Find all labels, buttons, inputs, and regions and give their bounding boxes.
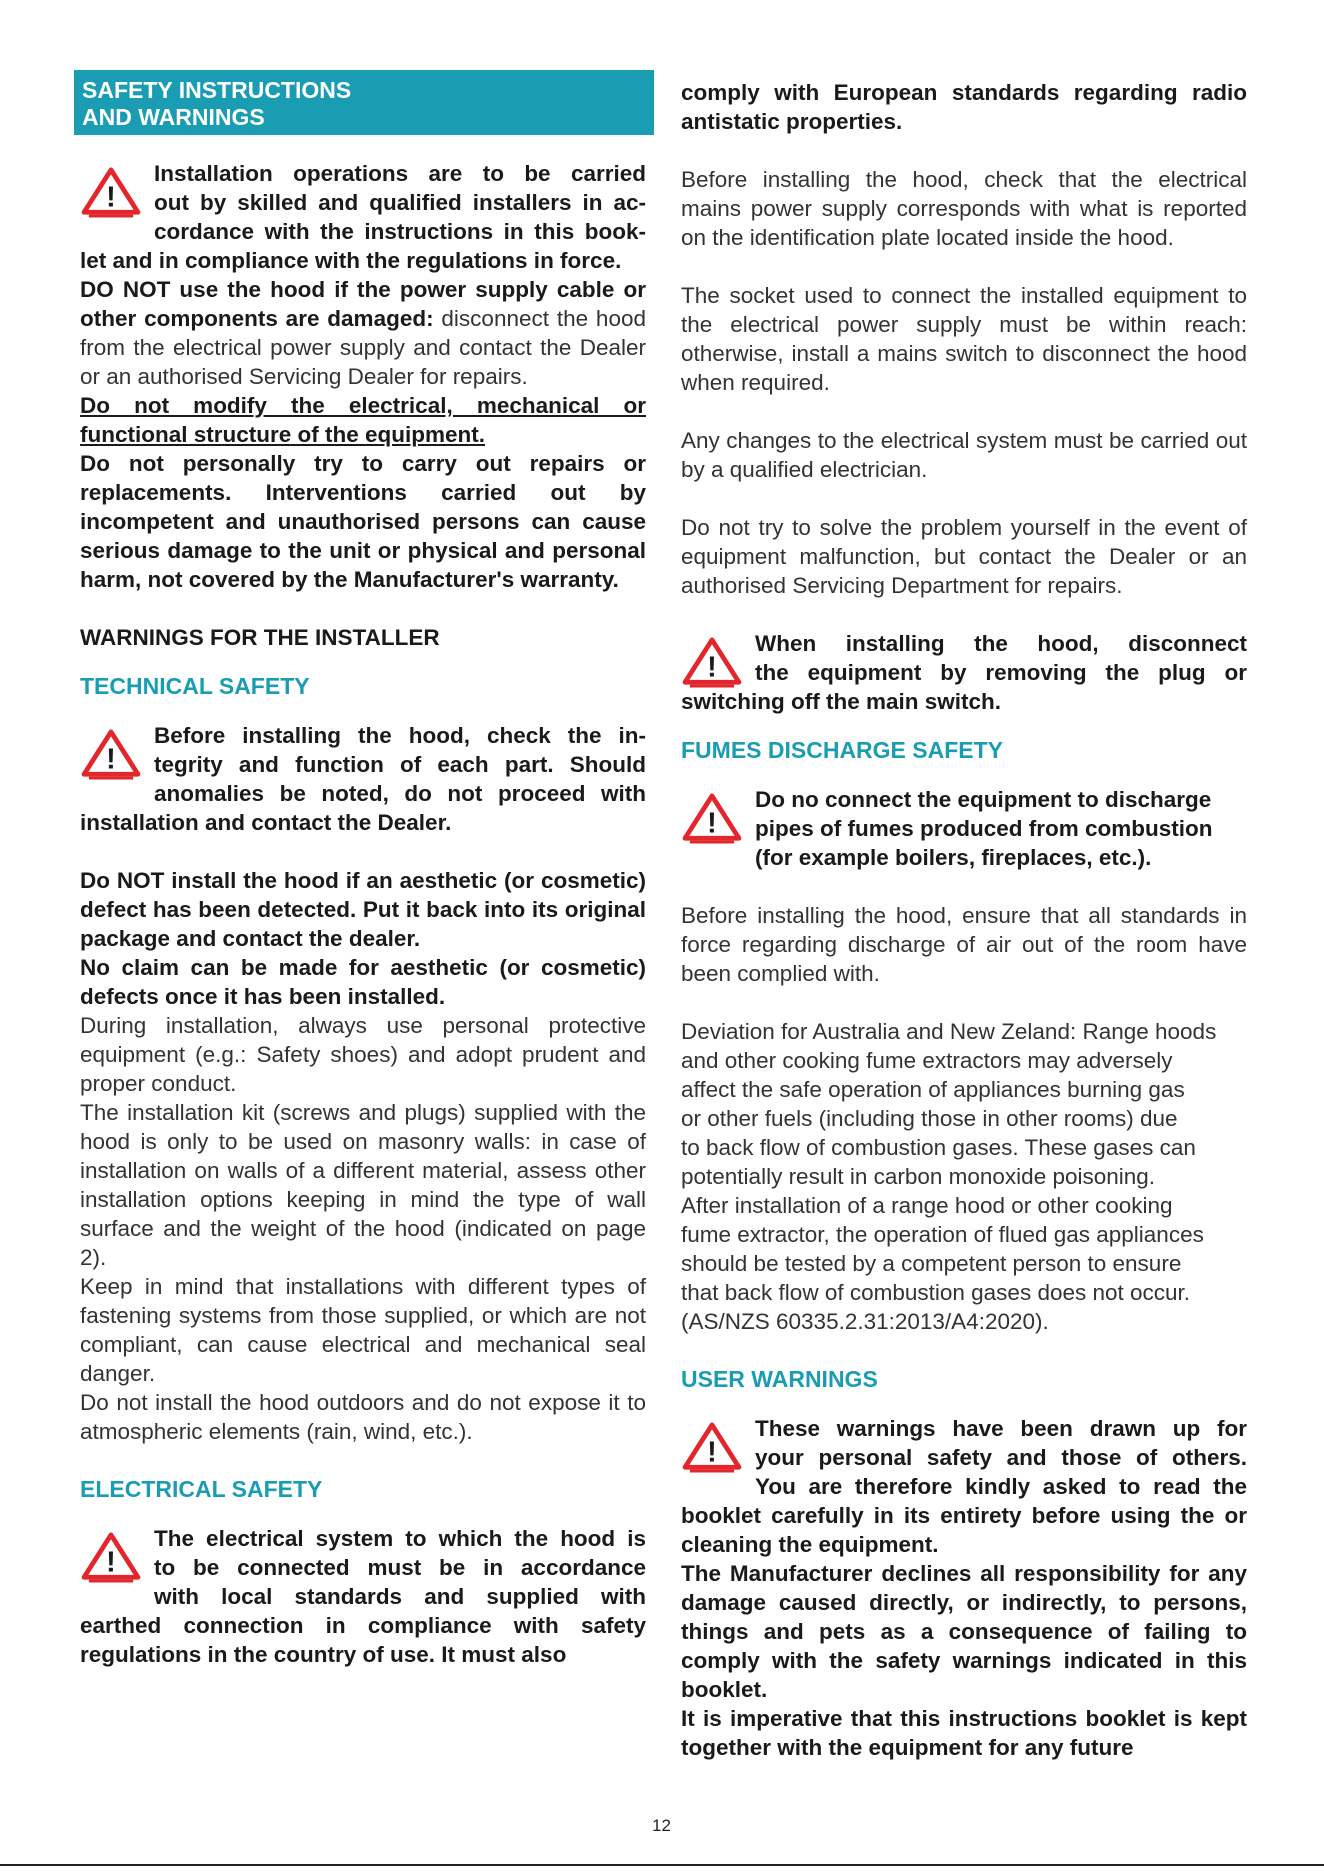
socket-paragraph: The socket used to connect the installed equipment to the electrical power supply must be within reach: otherwise, install a mains switch to disconnect the hood when required. [681, 283, 1247, 395]
before-installing-paragraph: Before installing the hood, check that the electrical mains power supply corresponds with what is reported on the identification plate located inside the hood. [681, 167, 1247, 250]
during-paragraph: During installation, always use personal protective equipment (e.g.: Safety shoes) and adopt prudent and proper conduct. [80, 1013, 646, 1096]
page-number: 12 [652, 1816, 671, 1835]
warning-triangle-icon [681, 793, 743, 845]
warning-line: to be connected must be in accordance [154, 1555, 646, 1580]
standards-paragraph: Before installing the hood, ensure that all standards in force regarding discharge of air out of the room have been complied with. [681, 903, 1247, 986]
outdoors-paragraph: Do not install the hood outdoors and do not expose it to atmospheric elements (rain, wind, etc.). [80, 1390, 646, 1444]
warning-line: You are therefore kindly asked to read the [755, 1474, 1247, 1499]
warning-line: tegrity and function of each part. Should [154, 752, 646, 777]
deviation-line: should be tested by a competent person to ensure [681, 1251, 1182, 1276]
warning-text: installation and contact the Dealer. [80, 810, 452, 835]
warning-line: anomalies be noted, do not proceed with [154, 781, 646, 806]
changes-paragraph: Any changes to the electrical system must be carried out by a qualified electrician. [681, 428, 1247, 482]
right-column [681, 78, 1247, 1762]
technical-safety-heading: TECHNICAL SAFETY [80, 673, 310, 699]
warning-line: your personal safety and those of others. [755, 1445, 1247, 1470]
deviation-line: affect the safe operation of appliances burning gas [681, 1077, 1185, 1102]
warning-block-integrity [80, 721, 646, 837]
imperative-paragraph: It is imperative that this instructions booklet is kept together with the equipment for any future [681, 1706, 1247, 1760]
warning-line: The electrical system to which the hood is [154, 1526, 646, 1551]
deviation-line: potentially result in carbon monoxide poisoning. [681, 1164, 1156, 1189]
warning-triangle-icon [80, 729, 142, 781]
warning-triangle-icon [681, 637, 743, 689]
deviation-paragraph [681, 1017, 1247, 1336]
warning-block-electrical [80, 1524, 646, 1669]
warning-line: the equipment by removing the plug or [755, 660, 1247, 685]
declines-paragraph: The Manufacturer declines all responsibility for any damage caused directly, or indirectly, to persons, things and pets as a consequence of failing to comply with the safety warnings indicated in this booklet. [681, 1561, 1247, 1702]
do-not-repair-paragraph: Do not personally try to carry out repairs or replacements. Interventions carried out by incompetent and unauthorised persons can cause serious damage to the unit or physical and personal harm, not covered by the Manufacturer's warranty. [80, 451, 646, 592]
warning-block-installation [80, 159, 646, 275]
fumes-discharge-heading: FUMES DISCHARGE SAFETY [681, 737, 1004, 763]
warning-block-fumes [681, 785, 1247, 872]
page-bottom-rule [0, 1864, 1324, 1866]
continued-paragraph: comply with European standards regarding radio antistatic properties. [681, 80, 1247, 134]
deviation-line: that back flow of combustion gases does not occur. [681, 1280, 1191, 1305]
installer-heading: WARNINGS FOR THE INSTALLER [80, 625, 440, 650]
kit-paragraph: The installation kit (screws and plugs) supplied with the hood is only to be used on masonry walls: in case of installation on walls of a different material, assess other installation options keeping in mind the type of wall surface and the weight of the hood (indicated on page 2). [80, 1100, 646, 1270]
warning-triangle-icon [80, 1532, 142, 1584]
aesthetic-paragraph: Do NOT install the hood if an aesthetic (or cosmetic) defect has been detected. Put it back into its original package and contact the dealer. [80, 868, 646, 951]
section-header-box [74, 70, 654, 135]
warning-line: Do no connect the equipment to discharge [755, 787, 1212, 812]
warning-line: pipes of fumes produced from combustion [755, 816, 1213, 841]
left-column [80, 70, 646, 1669]
warning-line: (for example boilers, fireplaces, etc.). [755, 845, 1152, 870]
warning-line: with local standards and supplied with [154, 1584, 646, 1609]
section-header-line2: AND WARNINGS [82, 104, 265, 130]
warning-text: booklet carefully in its entirety before using the or cleaning the equipment. [681, 1503, 1247, 1557]
warning-line: Installation operations are to be carried [154, 161, 646, 186]
warning-block-disconnect [681, 629, 1247, 716]
do-not-modify-paragraph: Do not modify the electrical, mechanical or functional structure of the equipment. [80, 393, 646, 447]
warning-text: let and in compliance with the regulations in force. [80, 248, 622, 273]
deviation-line: (AS/NZS 60335.2.31:2013/A4:2020). [681, 1309, 1049, 1334]
warning-line: out by skilled and qualified installers in ac- [154, 190, 646, 215]
warning-triangle-icon [681, 1422, 743, 1474]
do-not-use-paragraph [80, 275, 646, 391]
warning-line: When installing the hood, disconnect [755, 631, 1247, 656]
user-warnings-heading: USER WARNINGS [681, 1366, 878, 1392]
do-not-use-text: disconnect the hood from the electrical power supply and contact the Dealer or an authorised Servicing Dealer for repairs. [80, 306, 646, 389]
section-header-line1: SAFETY INSTRUCTIONS [82, 77, 352, 103]
warning-block-user [681, 1414, 1247, 1559]
keep-paragraph: Keep in mind that installations with different types of fastening systems from those supplied, or which are not compliant, can cause electrical and mechanical seal danger. [80, 1274, 646, 1386]
warning-text: switching off the main switch. [681, 689, 1002, 714]
deviation-line: or other fuels (including those in other rooms) due [681, 1106, 1178, 1131]
electrical-safety-heading: ELECTRICAL SAFETY [80, 1476, 323, 1502]
deviation-line: and other cooking fume extractors may adversely [681, 1048, 1173, 1073]
warning-triangle-icon [80, 167, 142, 219]
deviation-line: to back flow of combustion gases. These gases can [681, 1135, 1196, 1160]
no-claim-paragraph: No claim can be made for aesthetic (or cosmetic) defects once it has been installed. [80, 955, 646, 1009]
deviation-line: fume extractor, the operation of flued gas appliances [681, 1222, 1204, 1247]
malfunction-paragraph: Do not try to solve the problem yourself in the event of equipment malfunction, but contact the Dealer or an authorised Servicing Department for repairs. [681, 515, 1247, 598]
deviation-line: Deviation for Australia and New Zeland: Range hoods [681, 1019, 1217, 1044]
warning-line: Before installing the hood, check the in- [154, 723, 646, 748]
warning-text: earthed connection in compliance with safety regulations in the country of use. It must also [80, 1613, 646, 1667]
warning-line: These warnings have been drawn up for [755, 1416, 1247, 1441]
do-not-use-bold: DO NOT use the hood if the power supply cable or other components are damaged: [80, 277, 646, 331]
warning-line: cordance with the instructions in this book- [154, 219, 646, 244]
deviation-line: After installation of a range hood or other cooking [681, 1193, 1173, 1218]
